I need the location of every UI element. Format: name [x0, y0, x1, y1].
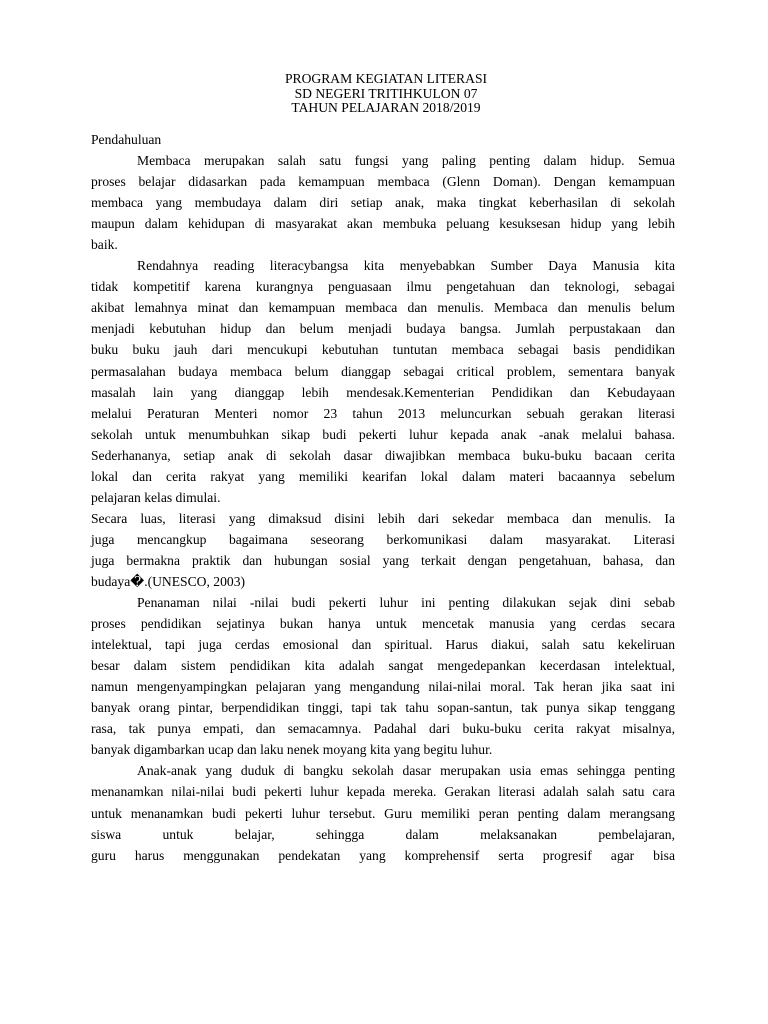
text-line: intelektual, tapi juga cerdas emosional dan spiritual. Harus diakui, salah satu kekeliruan — [91, 637, 675, 653]
text-line: permasalahan budaya membaca belum dianggap sebagai critical problem, sementara banyak — [91, 363, 675, 379]
text-line: akibat lemahnya minat dan kemampuan membaca dan menulis. Membaca dan menulis belum — [91, 300, 675, 316]
text-line: Anak-anak yang duduk di bangku sekolah dasar merupakan usia emas sehingga penting — [137, 763, 675, 779]
text-line: banyak digambarkan ucap dan laku nenek moyang kita yang begitu luhur. — [91, 742, 493, 758]
text-line: budaya�.(UNESCO, 2003) — [91, 573, 246, 589]
text-line: tidak kompetitif karena kurangnya penguasaan ilmu pengetahuan dan teknologi, sebagai — [91, 279, 675, 295]
text-line: untuk menanamkan budi pekerti luhur tersebut. Guru memiliki peran penting dalam merangsang — [91, 805, 675, 821]
title-line: TAHUN PELAJARAN 2018/2019 — [291, 100, 481, 116]
text-line: menjadi kebutuhan hidup dan belum menjadi budaya bangsa. Jumlah perpustakaan dan — [91, 321, 675, 337]
text-line: proses belajar didasarkan pada kemampuan membaca (Glenn Doman). Dengan kemampuan — [91, 174, 675, 190]
text-line: siswa untuk belajar, sehingga dalam melaksanakan pembelajaran, — [91, 826, 675, 842]
text-line: lokal dan cerita rakyat yang memiliki kearifan lokal dalam materi bacaannya sebelum — [91, 468, 675, 484]
text-line: guru harus menggunakan pendekatan yang komprehensif serta progresif agar bisa — [91, 847, 675, 863]
text-line: proses pendidikan sejatinya bukan hanya untuk mencetak manusia yang cerdas secara — [91, 616, 675, 632]
text-line: Membaca merupakan salah satu fungsi yang paling penting dalam hidup. Semua — [137, 153, 675, 169]
text-line: Sederhananya, setiap anak di sekolah dasar diwajibkan membaca buku-buku bacaan cerita — [91, 447, 675, 463]
text-line: masalah lain yang dianggap lebih mendesak.Kementerian Pendidikan dan Kebudayaan — [91, 384, 675, 400]
title-line: PROGRAM KEGIATAN LITERASI — [284, 71, 488, 86]
text-line: baik. — [91, 237, 118, 253]
text-line: namun mengenyampingkan pelajaran yang mengandung nilai-nilai moral. Tak heran jika saat ini — [91, 679, 675, 695]
text-line: juga bermakna praktik dan hubungan sosial yang terkait dengan pengetahuan, bahasa, dan — [91, 552, 675, 568]
text-line: Penanaman nilai -nilai budi pekerti luhur ini penting dilakukan sejak dini sebab — [137, 595, 675, 611]
text-line: buku buku jauh dari mencukupi kebutuhan tuntutan membaca sebagai basis pendidikan — [91, 342, 675, 358]
text-line: juga mencangkup bagaimana seseorang berkomunikasi dalam masyarakat. Literasi — [91, 531, 675, 547]
text-line: Secara luas, literasi yang dimaksud disini lebih dari sekedar membaca dan menulis. Ia — [91, 510, 675, 526]
text-line: sekolah untuk menumbuhkan sikap budi pekerti luhur kepada anak -anak melalui bahasa. — [91, 426, 675, 442]
text-line: rasa, tak punya empati, dan semacamnya. Padahal dari buku-buku cerita rakyat misalnya, — [91, 721, 675, 737]
text-line: membaca yang membudaya dalam diri setiap anak, maka tingkat keberhasilan di sekolah — [91, 195, 675, 211]
document-body — [91, 129, 675, 866]
document-title — [0, 72, 768, 116]
text-line: maupun dalam kehidupan di masyarakat akan membuka peluang kesuksesan hidup yang lebih — [91, 216, 675, 232]
text-line: banyak orang pintar, berpendidikan tinggi, tapi tak tahu sopan-santun, tak punya sikap tenggang — [91, 700, 675, 716]
text-line: menanamkan nilai-nilai budi pekerti luhur kepada mereka. Gerakan literasi adalah salah satu cara — [91, 784, 675, 800]
text-line: pelajaran kelas dimulai. — [91, 489, 221, 505]
text-line: melalui Peraturan Menteri nomor 23 tahun 2013 meluncurkan sebuah gerakan literasi — [91, 405, 675, 421]
text-line: Rendahnya reading literacybangsa kita menyebabkan Sumber Daya Manusia kita — [137, 258, 675, 274]
section-heading: Pendahuluan — [91, 132, 162, 147]
title-line: SD NEGERI TRITIHKULON 07 — [294, 85, 478, 101]
text-line: besar dalam sistem pendidikan kita adalah sangat mengedepankan kecerdasan intelektual, — [91, 658, 675, 674]
